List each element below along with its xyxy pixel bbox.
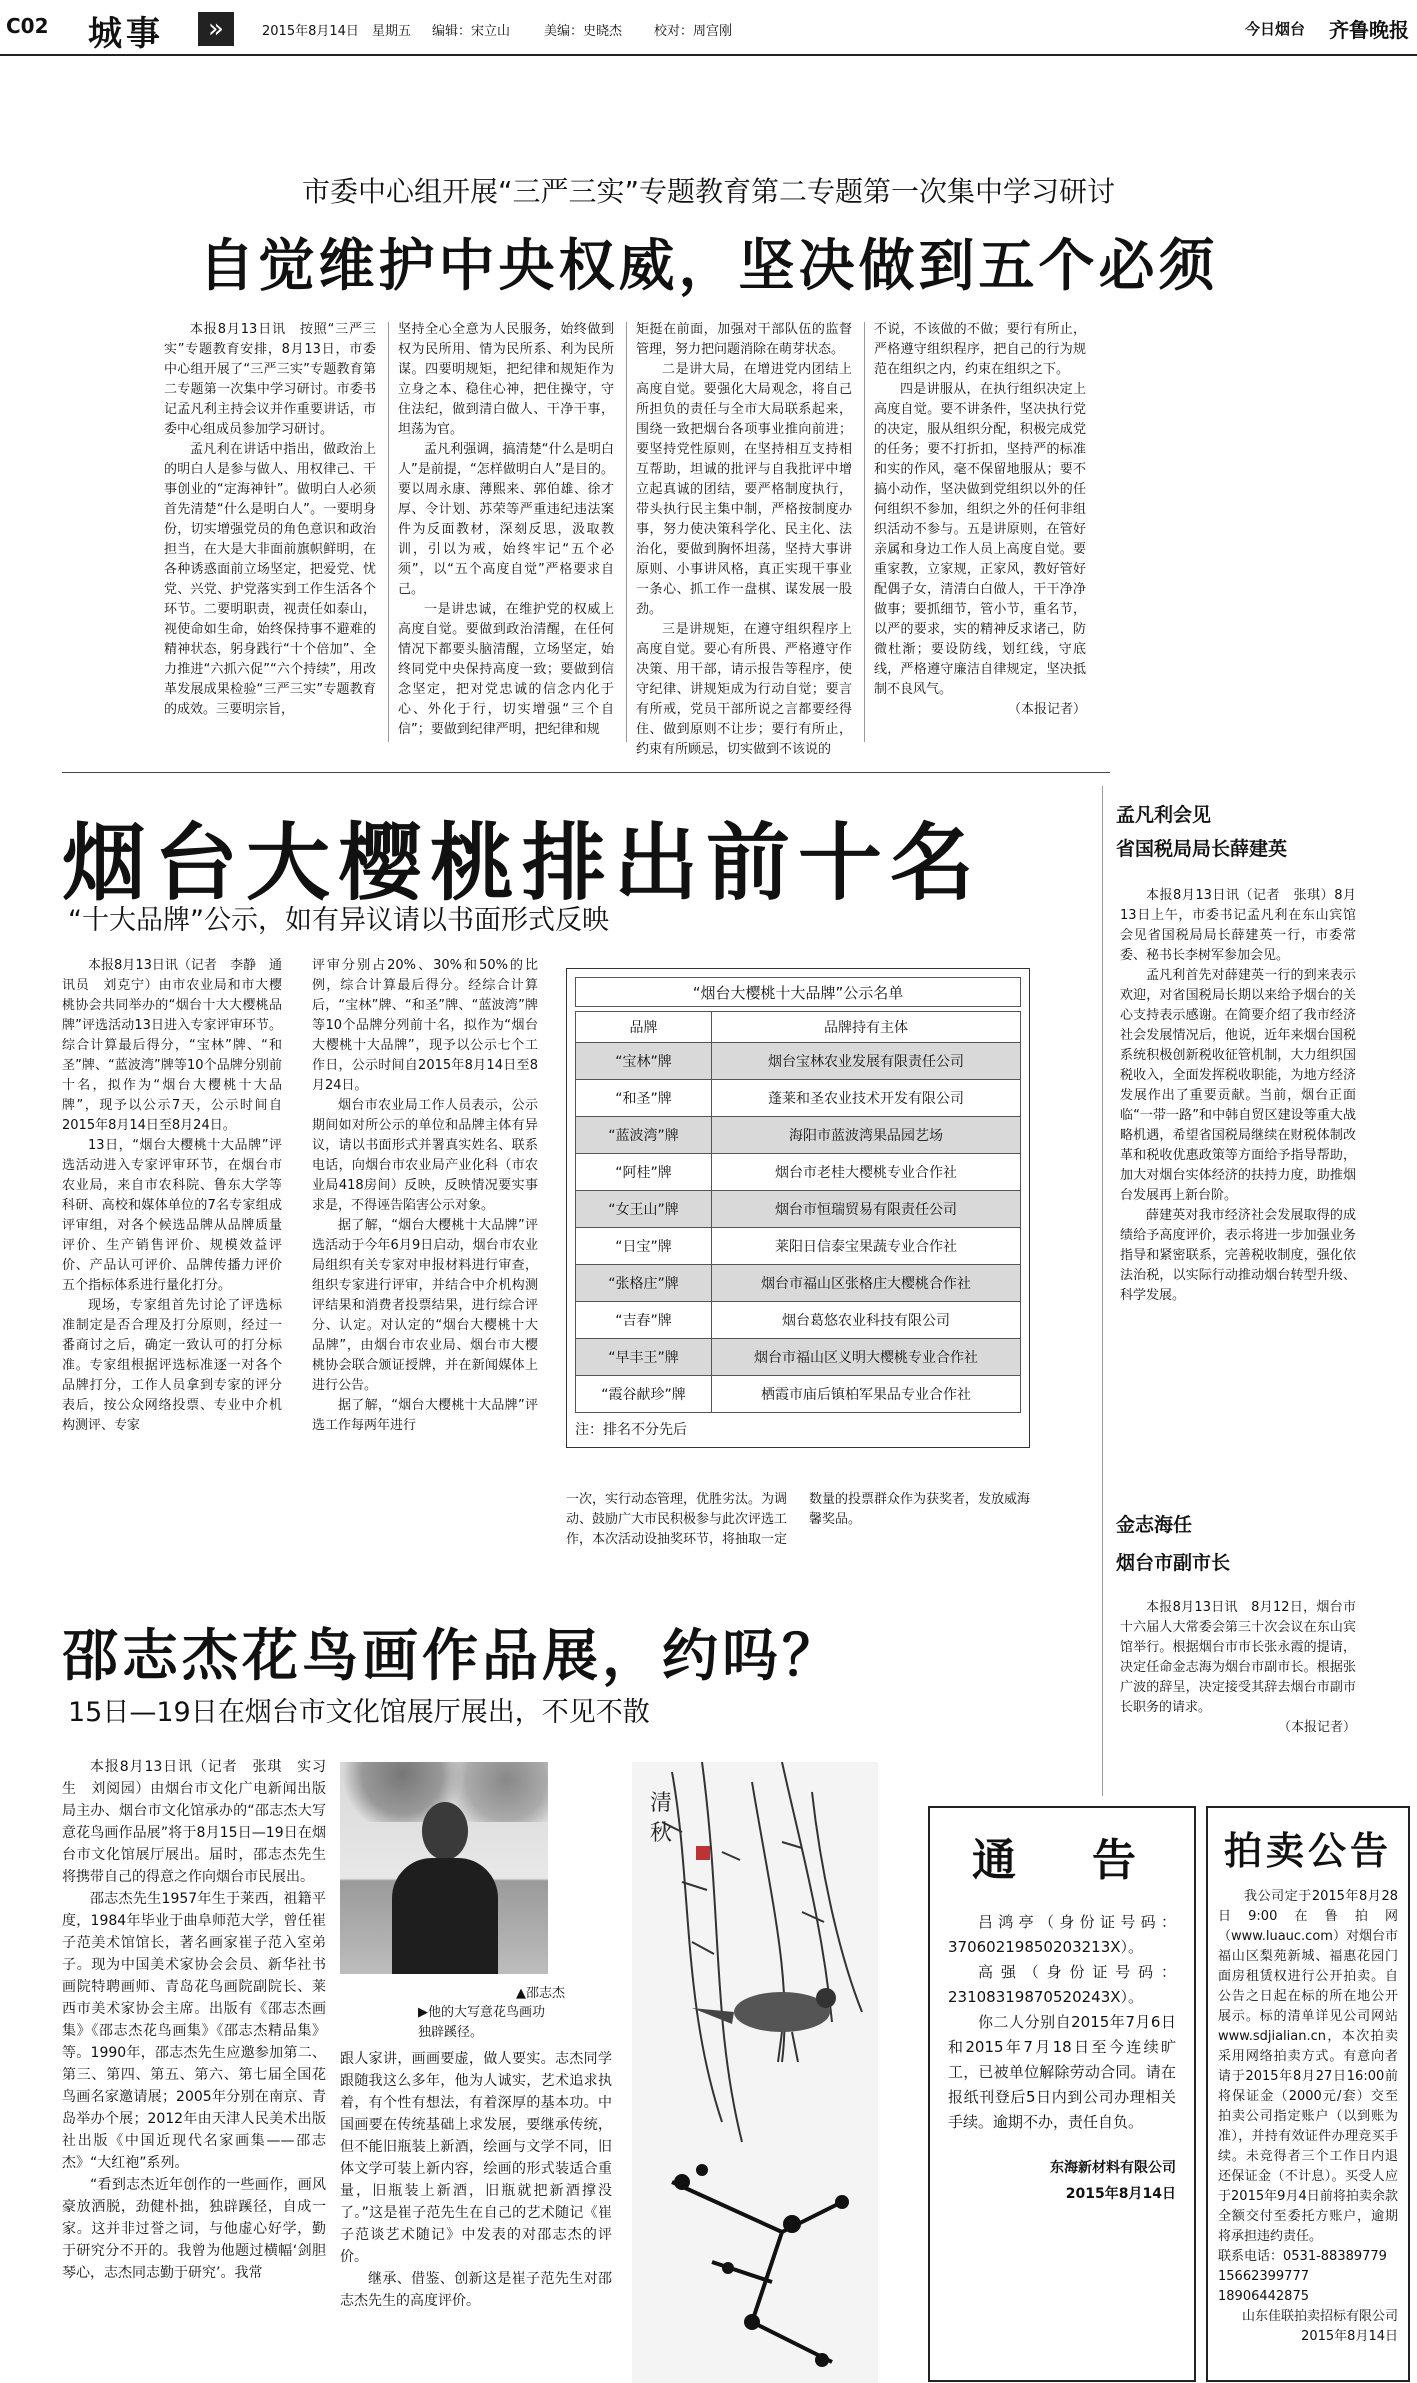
notice-box bbox=[928, 1806, 1196, 2382]
side-story1-body bbox=[1120, 886, 1356, 1306]
brand-name-cell: “和圣”牌 bbox=[576, 1080, 712, 1117]
auction-title: 拍卖公告 bbox=[1223, 1829, 1392, 1873]
brand-owner-cell: 烟台市恒瑞贸易有限责任公司 bbox=[712, 1191, 1021, 1228]
notice-date: 2015年8月14日 bbox=[1065, 2186, 1176, 2202]
side-paragraph: 本报8月13日讯（记者 张琪）8月13日上午，市委书记孟凡利在东山宾馆会见省国税局局长薛建英一行，市委常委、秘书长李树军参加会见。 bbox=[1120, 888, 1356, 963]
painting-paragraph: 邵志杰先生1957年生于莱西，祖籍平度，1984年毕业于曲阜师范大学，曾任崔子范美术馆馆长，著名画家崔子范入室弟子。现为中国美术家协会会员、新华社书画院特聘画师、青岛花鸟画院副院长、莱西市美术家协会主席。出版有《邵志杰画集》《邵志杰花鸟画集》《邵志杰精品集》等。1990年，邵志杰先生应邀参加第二、第三、第四、第五、第六、第七届全国花鸟画名家邀请展；2005年分别在南京、青岛举办个展；2012年由天津人民美术出版社出版《中国近现代名家画集——邵志杰》“大红袍”系列。 bbox=[62, 1891, 326, 2171]
auction-mobile: 15662399777 18906442875 bbox=[1218, 2269, 1322, 2304]
brand-name-cell: “女王山”牌 bbox=[576, 1191, 712, 1228]
brand-name-cell: “宝林”牌 bbox=[576, 1043, 712, 1080]
table-row bbox=[576, 1191, 1021, 1228]
table-row bbox=[576, 1376, 1021, 1413]
page-number: C02 bbox=[6, 14, 49, 38]
designer-credit: 美编：史晓杰 bbox=[544, 24, 623, 39]
column-divider bbox=[626, 322, 627, 742]
proofreader-credit: 校对：周宫刚 bbox=[654, 24, 733, 39]
cherry-paragraph: 据了解，“烟台大樱桃十大品牌”评选工作每两年进行 bbox=[312, 1398, 538, 1433]
brand-owner-cell: 栖霞市庙后镇柏军果品专业合作社 bbox=[712, 1376, 1021, 1413]
brand-owner-cell: 海阳市蓝波湾果品园艺场 bbox=[712, 1117, 1021, 1154]
cherry-paragraph: 评审分别占20%、30%和50%的比例，综合计算最后得分。经综合计算后，“宝林”牌、“和圣”牌、“蓝波湾”牌等10个品牌分列前十名，拟作为“烟台大樱桃十大品牌”，现予以公示七个工作日，公示时间自2015年8月14日至8月24日。 bbox=[312, 958, 538, 1093]
lead-column-4 bbox=[874, 320, 1086, 720]
side-divider bbox=[1102, 786, 1103, 1796]
svg-text:秋: 秋 bbox=[650, 1821, 673, 1846]
lead-paragraph: 本报8月13日讯 按照“三严三实”专题教育安排，8月13日，市委中心组开展了“三严三实”专题教育第二专题第一次集中学习研讨。市委书记孟凡利主持会议并作重要讲话，市委中心组成员参加学习研讨。 bbox=[164, 322, 376, 437]
brand-name-cell: “吉春”牌 bbox=[576, 1302, 712, 1339]
brand-name-cell: “霞谷献珍”牌 bbox=[576, 1376, 712, 1413]
cherry-paragraph: 现场，专家组首先讨论了评选标准制定是否合理及打分原则，经过一番商讨之后，确定一致认可的打分标准。专家组根据评选标准逐一对各个品牌打分，工作人员拿到专家的评分表后，按公众网络投票、专业中介机构测评、专家 bbox=[62, 1298, 282, 1433]
auction-body: 我公司定于2015年8月28日9:00在鲁拍网（www.luauc.com）对烟台市福山区梨苑新城、福惠花园门面房租赁权进行公开拍卖。自公告之日起在标的所在地公开展示。标的清单详见公司网站www.sdjialian.cn，本次拍卖采用网络拍卖方式。有意向者请于2015年8月27日16:00前将保证金（2000元/套）交至拍卖公司指定账户（以到账为准），并持有效证件办理竞买手续。未竞得者三个工作日内退还保证金（不计息）。买受人应于2015年9月4日前将拍卖余款全额交付至委托方账户，逾期将承担违约责任。 bbox=[1218, 1889, 1398, 2244]
side-story2-body bbox=[1120, 1598, 1356, 1738]
auction-box bbox=[1206, 1806, 1410, 2382]
brand-name-cell: “早丰王”牌 bbox=[576, 1339, 712, 1376]
lead-paragraph: 一是讲忠诚，在维护党的权威上高度自觉。要做到政治清醒，在任何情况下都要头脑清醒，立场坚定，始终同党中央保持高度一致；要做到信念坚定，把对党忠诚的信念内化于心、外化于行，切实增强“三个自信”；要做到纪律严明，把纪律和规 bbox=[398, 602, 614, 737]
notice-paragraph: 你二人分别自2015年7月6日和2015年7月18日至今连续旷工，已被单位解除劳动合同。请在报纸刊登后5日内到公司办理相关手续。逾期不办，责任自负。 bbox=[948, 2013, 1176, 2131]
brand-owner-cell: 烟台市福山区义明大樱桃专业合作社 bbox=[712, 1339, 1021, 1376]
notice-company: 东海新材料有限公司 bbox=[1050, 2160, 1176, 2176]
painting-column-1 bbox=[62, 1756, 326, 2284]
artist-photo bbox=[340, 1762, 548, 1974]
page-header bbox=[0, 0, 1417, 60]
painting-paragraph: 跟人家讲，画画要虚，做人要实。志杰同学跟随我这么多年，他为人诚实，艺术追求执着，有个性有想法，有着深厚的基本功。中国画要在传统基础上求发展，要继承传统，但不能旧瓶装上新酒，绘画与文学不同，旧体文学可装上新内容，绘画的形式装适合重量，旧瓶装上新酒，旧瓶就把新酒撑没了。”这是崔子范先生在自己的艺术随记《崔子范谈艺术随记》中发表的对邵志杰的评价。 bbox=[340, 2051, 612, 2265]
bird-painting-image bbox=[632, 1762, 878, 2383]
cherry-paragraph: 一次，实行动态管理，优胜劣汰。为调动、鼓励广大市民积极参与此次评选工作，本次活动设抽奖环节，将抽取一定数量的投票群众作为获奖者，发放威海馨奖品。 bbox=[566, 1492, 1031, 1547]
cherry-paragraph: 烟台市农业局工作人员表示，公示期间如对所公示的单位和品牌主体有异议，请以书面形式并署真实姓名、联系电话，向烟台市农业局产业化科（市农业局418房间）反映，反映情况要实事求是，不得诬告陷害公示对象。 bbox=[312, 1098, 538, 1213]
side-story2-title2: 烟台市副市长 bbox=[1116, 1552, 1231, 1574]
brand-owner-cell: 烟台宝林农业发展有限责任公司 bbox=[712, 1043, 1021, 1080]
brand-table bbox=[575, 1011, 1021, 1413]
table-header-cell: 品牌 bbox=[576, 1012, 712, 1043]
table-row bbox=[576, 1302, 1021, 1339]
notice-body bbox=[948, 1910, 1176, 2135]
section-title: 城事 bbox=[88, 14, 164, 54]
today-label: 今日烟台 bbox=[1244, 20, 1305, 38]
section-arrow-icon: » bbox=[198, 12, 234, 46]
issue-date: 2015年8月14日 bbox=[262, 24, 359, 39]
lead-column-3 bbox=[636, 320, 852, 760]
newspaper-logo: 齐鲁晚报 bbox=[1329, 18, 1409, 42]
side-paragraph: 孟凡利首先对薛建英一行的到来表示欢迎，对省国税局长期以来给予烟台的关心支持表示感谢。在简要介绍了我市经济社会发展情况后，他说，近年来烟台国税系统积极创新税收征管机制，大力组织国税收入，全面发挥税收职能，为地方经济发展作出了重要贡献。当前，烟台正面临“一带一路”和中韩自贸区建设等重大战略机遇，希望省国税局继续在财税体制改革和税收优惠政策等方面给予指导帮助，加大对烟台实体经济的扶持力度，助推烟台发展再上新台阶。 bbox=[1120, 968, 1356, 1203]
table-row bbox=[576, 1043, 1021, 1080]
brand-owner-cell: 蓬莱和圣农业技术开发有限公司 bbox=[712, 1080, 1021, 1117]
table-row bbox=[576, 1080, 1021, 1117]
column-divider bbox=[388, 322, 389, 742]
painting-paragraph: “看到志杰近年创作的一些画作，画风豪放洒脱，劲健朴拙，独辟蹊径，自成一家。这并非过誉之词，与他虚心好学，勤于研究分不开的。我曾为他题过横幅‘剑胆琴心，志杰同志勤于研究’。我常 bbox=[62, 2177, 326, 2281]
painting-caption: ▶他的大写意花鸟画功独辟蹊径。 bbox=[418, 2005, 545, 2040]
editor-credit: 编辑：宋立山 bbox=[432, 24, 511, 39]
side-paragraph: 薛建英对我市经济社会发展取得的成绩给予高度评价，表示将进一步加强业务指导和紧密联系，完善税收制度，强化依法治税，以实际行动推动烟台转型升级、科学发展。 bbox=[1120, 1208, 1356, 1303]
side-story1-title1: 孟凡利会见 bbox=[1116, 804, 1212, 826]
lead-paragraph: 不说，不该做的不做；要行有所止，严格遵守组织程序，把自己的行为规范在组织之内，约束在组织之下。 bbox=[874, 322, 1086, 377]
table-header-row bbox=[576, 1012, 1021, 1043]
column-divider bbox=[864, 322, 865, 742]
cherry-paragraph: 据了解，“烟台大樱桃十大品牌”评选活动于今年6月9日启动，烟台市农业局组织有关专家对申报材料进行审查，组织专家进行评审，并结合中介机构测评结果和消费者投票结果，进行综合评分、认定。对认定的“烟台大樱桃十大品牌”，由烟台市农业局、烟台市大樱桃协会联合颁证授牌，并在新闻媒体上进行公告。 bbox=[312, 1218, 538, 1393]
lead-paragraph: 孟凡利在讲话中指出，做政治上的明白人是参与做人、用权律己、干事创业的“定海神针”。做明白人必须首先清楚“什么是明白人”。一要明身份，切实增强党员的角色意识和政治担当，在大是大非面前旗帜鲜明，在各种诱惑面前立场坚定，把爱党、忧党、兴党、护党落实到工作生活各个环节。二要明职责，视责任如泰山，视使命如生命，始终保持事不避难的精神状态，躬身践行“十个倍加”、全力推进“六抓六促”“六个持续”，用改革发展成果检验“三严三实”专题教育的成效。三要明宗旨， bbox=[164, 442, 376, 717]
lead-paragraph: 矩挺在前面，加强对干部队伍的监督管理，努力把问题消除在萌芽状态。 bbox=[636, 322, 852, 357]
painting-column-2 bbox=[340, 2048, 612, 2312]
lead-paragraph: 孟凡利强调，搞清楚“什么是明白人”是前提，“怎样做明白人”是目的。要以周永康、薄熙来、郭伯雄、徐才厚、令计划、苏荣等严重违纪违法案件为反面教材，深刻反思，汲取教训，引以为戒，始终牢记“五个必须”，以“五个高度自觉”严格要求自己。 bbox=[398, 442, 614, 597]
issue-weekday: 星期五 bbox=[372, 24, 412, 39]
cherry-column-1 bbox=[62, 956, 282, 1436]
photo-caption: ▲邵志杰 bbox=[516, 1986, 565, 2001]
brand-name-cell: “张格庄”牌 bbox=[576, 1265, 712, 1302]
table-row bbox=[576, 1117, 1021, 1154]
painting-headline: 邵志杰花鸟画作品展，约吗？ bbox=[62, 1624, 842, 1689]
brand-owner-cell: 烟台葛悠农业科技有限公司 bbox=[712, 1302, 1021, 1339]
lead-kicker: 市委中心组开展“三严三实”专题教育第二专题第一次集中学习研讨 bbox=[301, 175, 1115, 208]
brand-owner-cell: 烟台市老桂大樱桃专业合作社 bbox=[712, 1154, 1021, 1191]
cherry-tail bbox=[566, 1490, 1030, 1550]
table-row bbox=[576, 1265, 1021, 1302]
brand-name-cell: “阿桂”牌 bbox=[576, 1154, 712, 1191]
painting-paragraph: 继承、借鉴、创新这是崔子范先生对邵志杰先生的高度评价。 bbox=[340, 2271, 612, 2309]
cherry-subhead: “十大品牌”公示，如有异议请以书面形式反映 bbox=[68, 905, 609, 936]
bird-painting-art bbox=[632, 1762, 878, 2383]
lead-byline: （本报记者） bbox=[1007, 702, 1086, 717]
side-story1-title2: 省国税局局长薛建英 bbox=[1116, 838, 1288, 860]
lead-paragraph: 坚持全心全意为人民服务，始终做到权为民所用、情为民所系、利为民所谋。四要明规矩，把纪律和规矩作为立身之本、稳住心神，把住操守，守住法纪，做到清白做人、干净干事，坦荡为官。 bbox=[398, 322, 614, 437]
table-header-cell: 品牌持有主体 bbox=[712, 1012, 1021, 1043]
painting-subhead: 15日—19日在烟台市文化馆展厅展出，不见不散 bbox=[68, 1697, 650, 1728]
brand-owner-cell: 烟台市福山区张格庄大樱桃合作社 bbox=[712, 1265, 1021, 1302]
notice-paragraph: 吕鸿亭（身份证号码：37060219850203213X）。 bbox=[948, 1913, 1176, 1956]
auction-date: 2015年8月14日 bbox=[1301, 2329, 1398, 2344]
lead-headline: 自觉维护中央权威，坚决做到五个必须 bbox=[198, 233, 1219, 299]
cherry-paragraph: 本报8月13日讯（记者 李静 通讯员 刘克宁）由市农业局和市大樱桃协会共同举办的“烟台十大大樱桃品牌”评选活动13日进入专家评审环节。综合计算最后得分，“宝林”牌、“和圣”牌、“蓝波湾”牌等10个品牌分别前十名，拟作为“烟台大樱桃十大品牌”，现予以公示7天，公示时间自2015年8月14日至8月24日。 bbox=[62, 958, 282, 1133]
lead-column-1 bbox=[164, 320, 376, 720]
side-byline: （本报记者） bbox=[1277, 1720, 1356, 1735]
lead-paragraph: 四是讲服从，在执行组织决定上高度自觉。要不讲条件，坚决执行党的决定，服从组织分配，积极完成党的任务；要不打折扣，坚持严的标准和实的作风，毫不保留地服从；要不搞小动作，坚决做到党组织以外的任何组织不参加，组织之外的任何非组织活动不参与。五是讲原则，在管好亲属和身边工作人员上高度自觉。要重家教，立家规，正家风，教好管好配偶子女，清清白白做人，干干净净做事；要抓细节，管小节，重名节，以严的要求，实的精神反求诸己，防微杜渐；要设防线，划红线，守底线，严格遵守廉洁自律规定，坚决抵制不良风气。 bbox=[874, 382, 1086, 697]
notice-title: 通 告 bbox=[972, 1835, 1152, 1886]
lead-paragraph: 二是讲大局，在增进党内团结上高度自觉。要强化大局观念，将自己所担负的责任与全市大局联系起来，围绕一致把烟台各项事业推向前进；要坚持党性原则，在坚持相互支持相互帮助，坦诚的批评与自我批评中增立起真诚的团结，要严格制度执行，带头执行民主集中制，严格按制度办事，努力使决策科学化、民主化、法治化，要做到胸怀坦荡，坚持大事讲原则、小事讲风格，真正实现干事业一条心、抓工作一盘棋、谋发展一股劲。 bbox=[636, 362, 852, 617]
brand-name-cell: “蓝波湾”牌 bbox=[576, 1117, 712, 1154]
lead-paragraph: 三是讲规矩，在遵守组织程序上高度自觉。要心有所畏、严格遵守作决策、用干部，请示报告等程序，使守纪律、讲规矩成为行动自觉；要言有所戒，党员干部所说之言都要经得住、做到原则不让步；要行有所止，约束有所顾忌，切实做到不该说的 bbox=[636, 622, 852, 757]
lead-column-2 bbox=[398, 320, 614, 740]
cherry-column-2 bbox=[312, 956, 538, 1436]
svg-text:清: 清 bbox=[650, 1791, 673, 1816]
table-row bbox=[576, 1228, 1021, 1265]
auction-phone: 联系电话：0531-88389779 bbox=[1218, 2249, 1387, 2264]
side-story2-title1: 金志海任 bbox=[1116, 1514, 1193, 1536]
side-paragraph: 本报8月13日讯 8月12日，烟台市十六届人大常委会第三十次会议在东山宾馆举行。根据烟台市市长张永霞的提请，决定任命金志海为烟台市副市长。根据张广波的辞呈，决定接受其辞去烟台市副市长职务的请求。 bbox=[1120, 1600, 1356, 1715]
cherry-headline: 烟台大樱桃排出前十名 bbox=[62, 814, 983, 912]
table-row bbox=[576, 1154, 1021, 1191]
brand-owner-cell: 莱阳日信泰宝果蔬专业合作社 bbox=[712, 1228, 1021, 1265]
brand-table-title: “烟台大樱桃十大品牌”公示名单 bbox=[575, 977, 1021, 1007]
header-rule bbox=[0, 54, 1417, 56]
table-row bbox=[576, 1339, 1021, 1376]
auction-company: 山东佳联拍卖招标有限公司 bbox=[1241, 2309, 1398, 2324]
painting-paragraph: 本报8月13日讯（记者 张琪 实习生 刘阅园）由烟台市文化广电新闻出版局主办、烟台市文化馆承办的“邵志杰大写意花鸟画作品展”将于8月15日—19日在烟台市文化馆展厅展出。届时，邵志杰先生将携带自己的得意之作向烟台市民展出。 bbox=[62, 1759, 326, 1885]
brand-table-box bbox=[566, 968, 1030, 1448]
cherry-paragraph: 13日，“烟台大樱桃十大品牌”评选活动进入专家评审环节，在烟台市农业局，来自市农科院、鲁东大学等科研、高校和媒体单位的7名专家组成评审组，对各个候选品牌从品牌质量评价、生产销售评价、规模效益评价、产品认可评价、品牌传播力评价五个指标体系进行量化打分。 bbox=[62, 1138, 282, 1293]
notice-paragraph: 高强（身份证号码：23108319870520243X）。 bbox=[948, 1963, 1176, 2006]
section-rule bbox=[62, 772, 1110, 773]
brand-table-note: 注：排名不分先后 bbox=[575, 1422, 687, 1438]
brand-name-cell: “日宝”牌 bbox=[576, 1228, 712, 1265]
